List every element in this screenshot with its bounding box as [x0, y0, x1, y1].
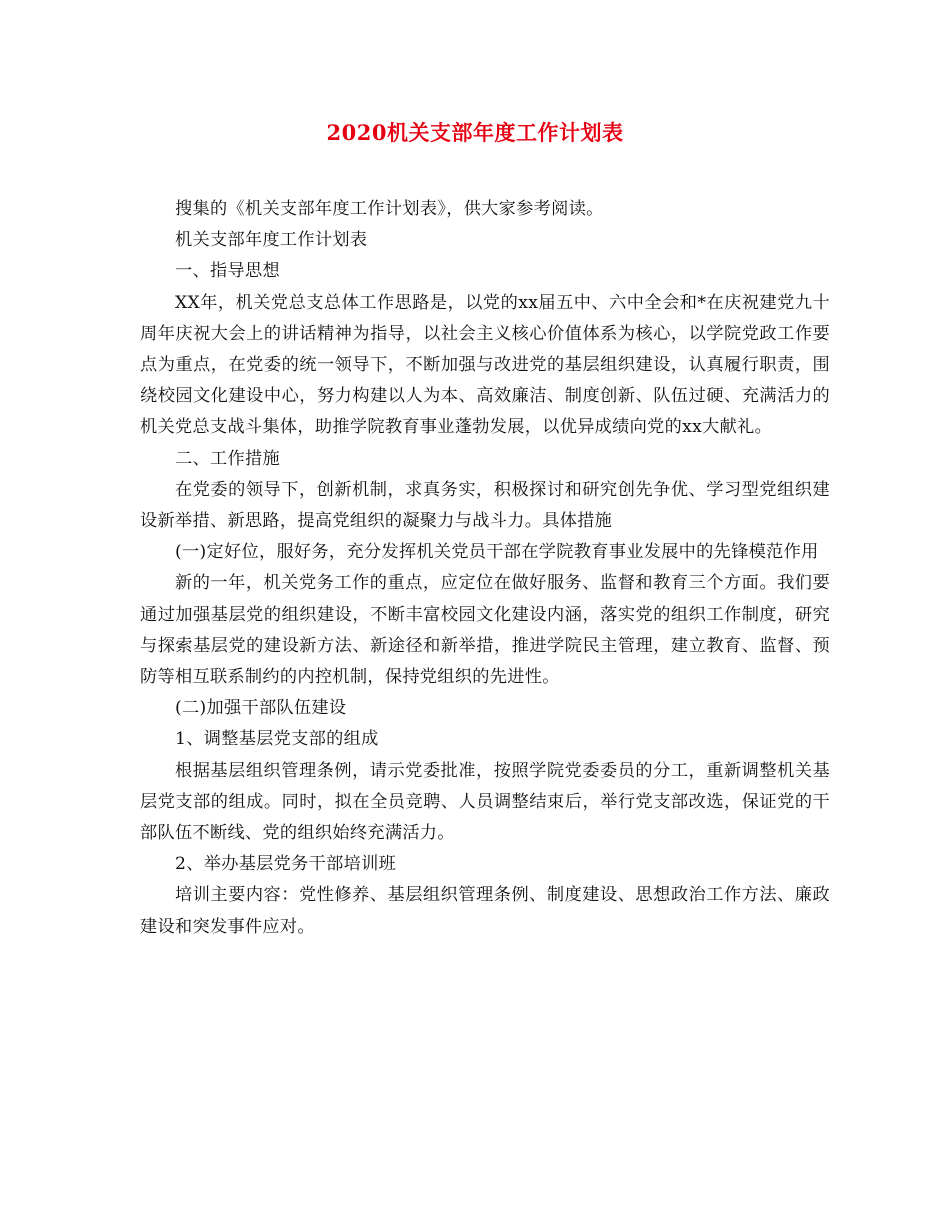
subheading-2: (二)加强干部队伍建设: [175, 698, 347, 719]
section-heading-2: 二、工作措施: [175, 448, 280, 469]
paragraph-measures-intro: 在党委的领导下，创新机制，求真务实，积极探讨和研究创先争优、学习型党组织建设新举措、新思路，提高党组织的凝聚力与战斗力。具体措施: [140, 479, 830, 532]
paragraph-training: 培训主要内容：党性修养、基层组织管理条例、制度建设、思想政治工作方法、廉政建设和突发事件应对。: [140, 885, 830, 937]
paragraph-subtitle: 机关支部年度工作计划表: [175, 230, 368, 251]
paragraph-branch-adjust: 根据基层组织管理条例，请示党委批准，按照学院党委委员的分工，重新调整机关基层党支部的组成。同时，拟在全员竞聘、人员调整结束后，举行党支部改选，保证党的干部队伍不断线、党的组织始终充满活力。: [140, 760, 830, 844]
paragraph-new-year: 新的一年，机关党务工作的重点，应定位在做好服务、监督和教育三个方面。我们要通过加强基层党的组织建设，不断丰富校园文化建设内涵，落实党的组织工作制度，研究与探索基层党的建设新方法、新途径和新举措，推进学院民主管理，建立教育、监督、预防等相互联系制约的内控机制，保持党组织的先进性。: [140, 573, 830, 688]
paragraph-intro: 搜集的《机关支部年度工作计划表》，供大家参考阅读。: [175, 199, 604, 219]
item-heading-1: 1、调整基层党支部的组成: [175, 729, 379, 750]
document-title: 2020机关支部年度工作计划表: [326, 120, 624, 145]
document-body: [140, 194, 830, 943]
item-heading-2: 2、举办基层党务干部培训班: [175, 854, 397, 875]
paragraph-guiding-thought: XX年，机关党总支总体工作思路是，以党的xx届五中、六中全会和*在庆祝建党九十周年庆祝大会上的讲话精神为指导，以社会主义核心价值体系为核心，以学院党政工作要点为重点，在党委的统一领导下，不断加强与改进党的基层组织建设，认真履行职责，围绕校园文化建设中心，努力构建以人为本、高效廉洁、制度创新、队伍过硬、充满活力的机关党总支战斗集体，助推学院教育事业蓬勃发展，以优异成绩向党的xx大献礼。: [140, 292, 830, 438]
section-heading-1: 一、指导思想: [175, 261, 280, 282]
subheading-1: (一)定好位，服好务，充分发挥机关党员干部在学院教育事业发展中的先锋模范作用: [175, 542, 819, 563]
